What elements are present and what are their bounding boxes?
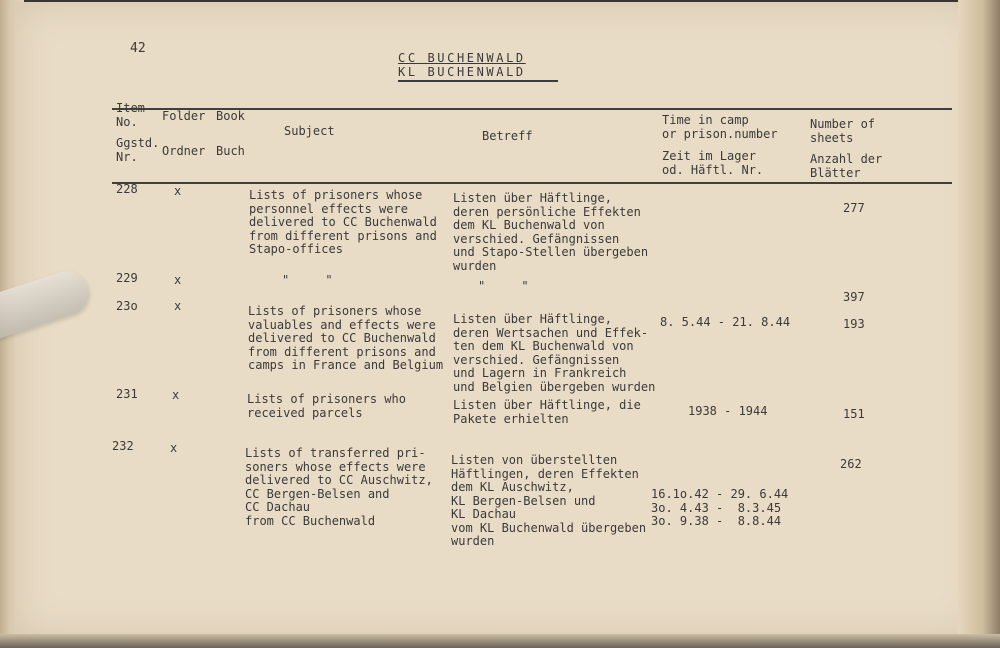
header-time-en: Time in camp or prison.number: [662, 113, 778, 141]
row-folder-mark: x: [174, 184, 182, 198]
row-betreff: " ": [478, 279, 529, 293]
row-folder-mark: x: [170, 441, 178, 455]
header-folder-de: Ordner: [162, 144, 206, 158]
row-betreff: Listen über Häftlinge, deren persönliche Effekten dem KL Buchenwald von verschied. Gefängnissen und Stapo-Stellen übergeben wurden: [453, 191, 649, 273]
header-subject: Subject: [284, 124, 335, 138]
title-underline: [398, 80, 558, 82]
header-sheets-de: Anzahl der Blätter: [810, 152, 883, 180]
row-sheets: 277: [843, 201, 865, 215]
header-item-de: Ggstd. Nr.: [116, 136, 160, 164]
row-item-number: 228: [116, 182, 138, 196]
row-betreff: Listen von überstellten Häftlingen, deren Effekten dem KL Auschwitz, KL Bergen-Belsen und KL Dachau vom KL Buchenwald übergeben wurden: [451, 453, 647, 548]
row-sheets: 397: [843, 290, 865, 304]
header-betreff: Betreff: [482, 129, 533, 143]
row-subject: Lists of prisoners whose personnel effects were delivered to CC Buchenwald from different prisons and Stapo-offices: [249, 188, 437, 256]
header-book-de: Buch: [216, 144, 245, 158]
row-item-number: 23o: [116, 299, 138, 313]
row-folder-mark: x: [174, 299, 182, 313]
header-folder-en: Folder: [162, 109, 206, 123]
row-item-number: 231: [116, 387, 138, 401]
document-title-en: CC BUCHENWALD: [398, 51, 526, 65]
row-subject: Lists of prisoners who received parcels: [247, 392, 406, 420]
book-edge-bottom: [0, 634, 1000, 648]
row-betreff: Listen über Häftlinge, die Pakete erhielten: [453, 398, 641, 426]
row-betreff: Listen über Häftlinge, deren Wertsachen und Effek- ten dem KL Buchenwald von verschied. Gefängnissen und Lagern in Frankreich und Belgien übergeben wurden: [453, 312, 656, 394]
row-time: 16.1o.42 - 29. 6.44 3o. 4.43 - 8.3.45 3o. 9.38 - 8.8.44: [651, 487, 789, 528]
row-sheets: 193: [843, 317, 865, 331]
row-sheets: 151: [843, 407, 865, 421]
row-folder-mark: x: [172, 388, 180, 402]
book-edge-right: [958, 0, 1000, 648]
page-number: 42: [130, 41, 146, 56]
row-time: 8. 5.44 - 21. 8.44: [660, 315, 791, 329]
row-sheets: 262: [840, 457, 862, 471]
header-bottom-rule: [112, 182, 952, 184]
row-folder-mark: x: [174, 273, 182, 287]
row-subject: Lists of prisoners whose valuables and effects were delivered to CC Buchenwald from different prisons and camps in France and Belgium: [248, 304, 444, 372]
row-item-number: 229: [116, 271, 138, 285]
row-subject: " ": [282, 273, 333, 287]
row-time: 1938 - 1944: [688, 404, 768, 418]
header-item-en: Item No.: [116, 101, 145, 129]
document-title-de: KL BUCHENWALD: [398, 65, 526, 79]
row-subject: Lists of transferred pri- soners whose effects were delivered to CC Auschwitz, CC Bergen-Belsen and CC Dachau from CC Buchenwald: [245, 446, 433, 528]
row-item-number: 232: [112, 439, 134, 453]
header-time-de: Zeit im Lager od. Häftl. Nr.: [662, 149, 764, 177]
header-book-en: Book: [216, 109, 245, 123]
header-sheets-en: Number of sheets: [810, 117, 876, 145]
